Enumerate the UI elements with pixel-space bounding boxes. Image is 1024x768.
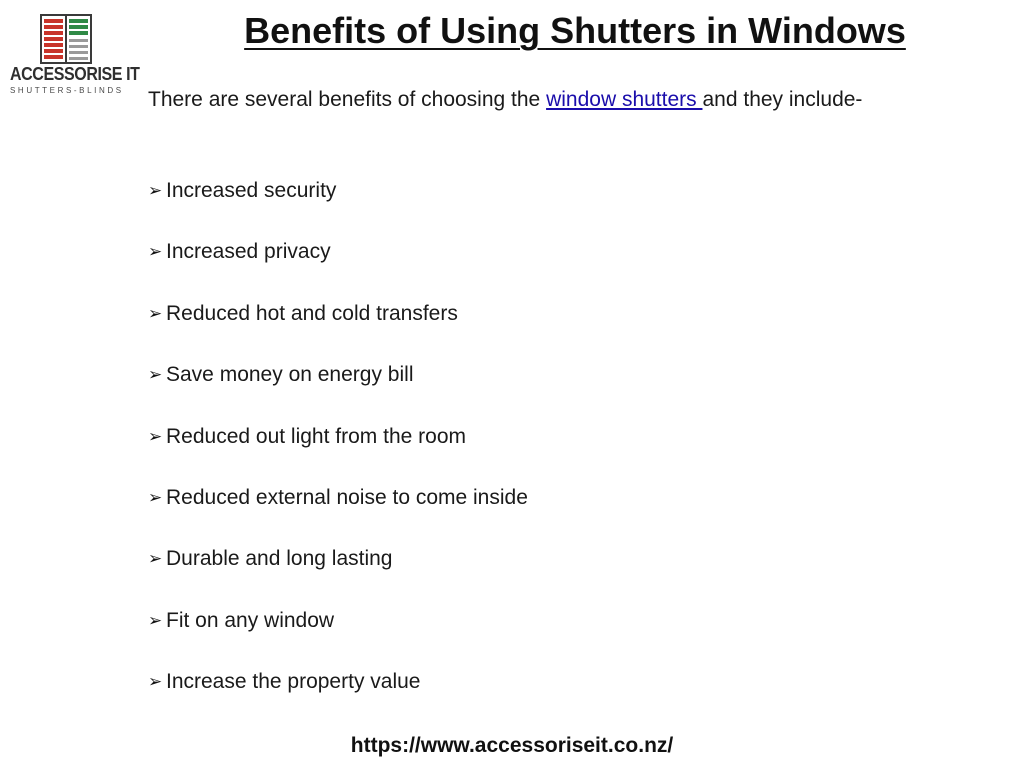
- shutter-logo-icon: [40, 14, 92, 64]
- benefit-item: [148, 483, 528, 544]
- benefit-text: Increase the property value: [166, 670, 421, 694]
- window-shutters-link[interactable]: window shutters: [546, 88, 703, 111]
- slide-title: Benefits of Using Shutters in Windows: [244, 10, 906, 51]
- benefit-item: [148, 422, 528, 483]
- benefit-item: [148, 667, 528, 728]
- benefit-text: Increased privacy: [166, 240, 331, 264]
- benefit-item: [148, 606, 528, 667]
- arrow-bullet-icon: ➢: [148, 610, 163, 630]
- arrow-bullet-icon: ➢: [148, 181, 163, 200]
- benefit-text: Reduced hot and cold transfers: [166, 301, 458, 325]
- benefit-text: Fit on any window: [166, 608, 335, 632]
- intro-text-before: There are several benefits of choosing the: [148, 88, 547, 111]
- arrow-bullet-icon: ➢: [148, 242, 163, 262]
- arrow-bullet-icon: ➢: [148, 487, 163, 507]
- slide-content: [148, 85, 908, 694]
- benefit-item: [148, 176, 528, 237]
- benefit-item: [148, 360, 528, 421]
- website-url-link[interactable]: https://www.accessoriseit.co.nz/: [350, 734, 674, 757]
- intro-text-after: and they include-: [702, 88, 863, 111]
- benefit-text: Reduced external noise to come inside: [166, 485, 528, 509]
- arrow-bullet-icon: ➢: [148, 672, 163, 692]
- benefit-text: Reduced out light from the room: [166, 424, 466, 448]
- arrow-bullet-icon: ➢: [148, 303, 163, 323]
- arrow-bullet-icon: ➢: [148, 426, 163, 446]
- arrow-bullet-icon: ➢: [148, 365, 163, 385]
- benefit-item: [148, 299, 528, 360]
- benefit-text: Increased security: [166, 179, 337, 202]
- benefits-list: [148, 176, 528, 729]
- brand-logo: [10, 12, 140, 96]
- benefit-item: [148, 544, 528, 605]
- logo-tagline: SHUTTERS-BLINDS: [10, 86, 124, 95]
- benefit-text: Save money on energy bill: [166, 363, 414, 387]
- benefit-text: Durable and long lasting: [166, 547, 393, 571]
- logo-brand-name: ACCESSORISE IT: [10, 65, 140, 85]
- benefit-item: [148, 237, 528, 298]
- intro-paragraph: [148, 85, 908, 115]
- arrow-bullet-icon: ➢: [148, 549, 163, 569]
